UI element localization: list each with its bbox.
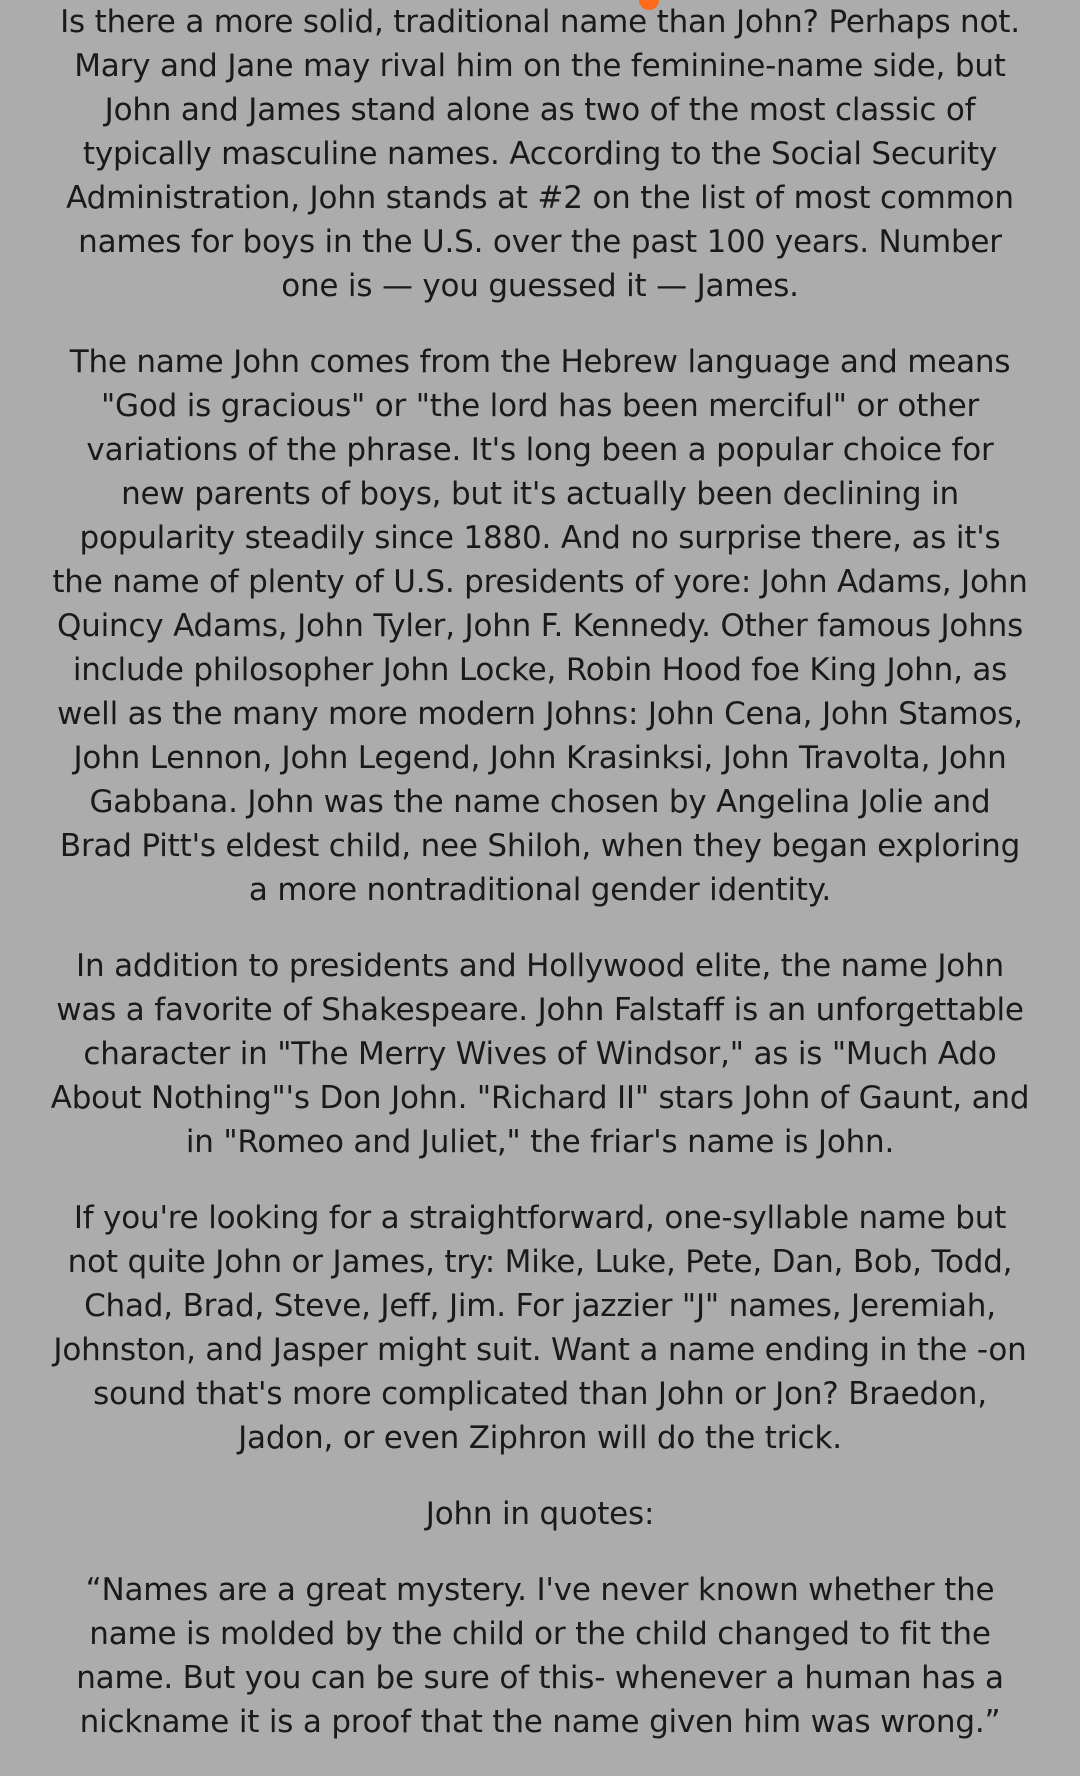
- paragraph-shakespeare: In addition to presidents and Hollywood elite, the name John was a favorite of Shakespeare. John Falstaff is an unforgettable character in "The Merry Wives of Windsor," as is "Much Ado About Nothing"'s Don John. "Richard II" stars John of Gaunt, and in "Romeo and Juliet," the friar's name is John.: [50, 948, 1030, 1160]
- paragraph-alternatives: If you're looking for a straightforward, one-syllable name but not quite John or James, try: Mike, Luke, Pete, Dan, Bob, Todd, Chad, Brad, Steve, Jeff, Jim. For jazzier "J" names, Jeremiah, Johnston, and Jasper might suit. Want a name ending in the -on sound that's more complicated than John or Jon? Braedon, Jadon, or even Ziphron will do the trick.: [53, 1200, 1027, 1456]
- section-heading-quotes: John in quotes:: [425, 1496, 655, 1532]
- paragraph-intro: Is there a more solid, traditional name than John? Perhaps not. Mary and Jane may rival him on the feminine-name side, but John and James stand alone as two of the most classic of typically masculine names. According to the Social Security Administration, John stands at #2 on the list of most common names for boys in the U.S. over the past 100 years. Number one is — you guessed it — James.: [60, 4, 1020, 304]
- paragraph-meaning: The name John comes from the Hebrew language and means "God is gracious" or "the lord has been merciful" or other variations of the phrase. It's long been a popular choice for new parents of boys, but it's actually been declining in popularity steadily since 1880. And no surprise there, as it's the name of plenty of U.S. presidents of yore: John Adams, John Quincy Adams, John Tyler, John F. Kennedy. Other famous Johns include philosopher John Locke, Robin Hood foe King John, as well as the many more modern Johns: John Cena, John Stamos, John Lennon, John Legend, John Krasinksi, John Travolta, John Gabbana. John was the name chosen by Angelina Jolie and Brad Pitt's eldest child, nee Shiloh, when they began exploring a more nontraditional gender identity.: [52, 344, 1028, 908]
- article-body: [50, 0, 1030, 1776]
- paragraph-quote: “Names are a great mystery. I've never known whether the name is molded by the child or the child changed to fit the name. But you can be sure of this- whenever a human has a nickname it is a proof that the name given him was wrong.”: [76, 1572, 1004, 1740]
